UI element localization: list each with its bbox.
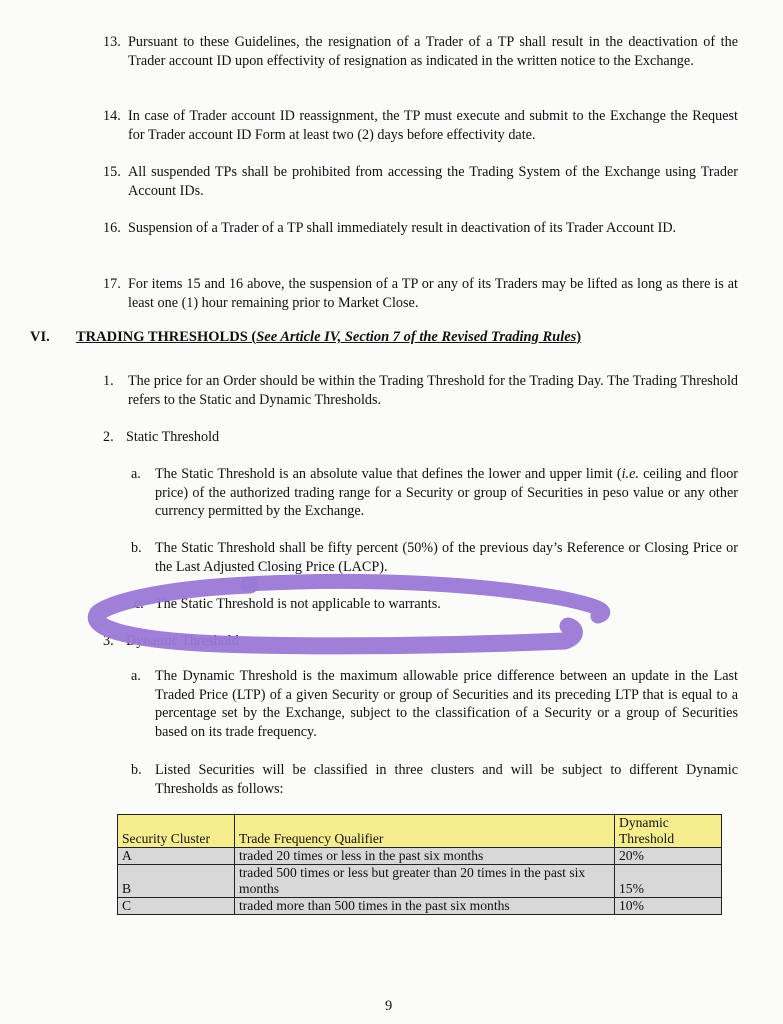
item-3a-letter: a. [131, 668, 141, 684]
threshold-cell: 20% [615, 848, 722, 865]
cluster-cell: A [118, 848, 235, 865]
item-2a-letter: a. [131, 466, 141, 482]
qualifier-cell: traded 20 times or less in the past six months [235, 848, 615, 865]
item-16-text: Suspension of a Trader of a TP shall immediately result in deactivation of its Trader Account ID. [128, 220, 677, 236]
table-row [118, 848, 722, 865]
header-dynamic-threshold: Dynamic Threshold [615, 815, 722, 848]
qualifier-cell: traded 500 times or less but greater than 20 times in the past six months [235, 865, 615, 898]
item-3b-letter: b. [131, 762, 142, 778]
item-1-text: The price for an Order should be within the Trading Threshold for the Trading Day. The Trading Threshold refers to the Static and Dynamic Thresholds. [128, 373, 738, 408]
item-15-number: 15. [103, 164, 121, 180]
item-15-text: All suspended TPs shall be prohibited from accessing the Trading System of the Exchange using Trader Account IDs. [128, 164, 738, 199]
section-title-close: ) [576, 329, 582, 345]
cluster-cell: C [118, 898, 235, 915]
item-14-text: In case of Trader account ID reassignment, the TP must execute and submit to the Exchange the Request for Trader account ID Form at least two (2) days before effectivity date. [128, 108, 738, 143]
qualifier-cell: traded more than 500 times in the past six months [235, 898, 615, 915]
item-13-text: Pursuant to these Guidelines, the resignation of a Trader of a TP shall result in the deactivation of the Trader account ID upon effectivity of resignation as indicated in the written notice to the Exchange. [128, 34, 738, 69]
table-row [118, 898, 722, 915]
threshold-cell: 15% [615, 865, 722, 898]
section-reference: See Article IV, Section 7 of the Revised Trading Rules [256, 329, 577, 345]
header-security-cluster: Security Cluster [118, 815, 235, 848]
item-2c-text: The Static Threshold is not applicable to warrants. [155, 596, 441, 612]
item-17-number: 17. [103, 276, 121, 292]
item-2a-text [155, 465, 738, 521]
section-title-text: TRADING THRESHOLDS ( [76, 329, 257, 345]
item-13-number: 13. [103, 34, 121, 50]
item-14-number: 14. [103, 108, 121, 124]
table-row [118, 865, 722, 898]
item-2b-text: The Static Threshold shall be fifty percent (50%) of the previous day’s Reference or Closing Price or the Last Adjusted Closing Price (LACP). [155, 540, 738, 575]
item-16-number: 16. [103, 220, 121, 236]
threshold-table [117, 814, 722, 915]
section-title [76, 329, 581, 346]
header-trade-frequency: Trade Frequency Qualifier [235, 815, 615, 848]
item-1-number: 1. [103, 373, 114, 389]
item-3b-text: Listed Securities will be classified in three clusters and will be subject to different Dynamic Thresholds as follows: [155, 762, 738, 797]
cluster-cell: B [118, 865, 235, 898]
page-number: 9 [385, 998, 393, 1014]
item-2a-text-after: ceiling and floor price) of the authorized trading range for a Security or group of Securities in peso value or any other currency permitted by the Exchange. [155, 466, 739, 520]
item-2a-emphasis: i.e. [621, 466, 639, 482]
item-2a-text-before: The Static Threshold is an absolute value that defines the lower and upper limit ( [155, 466, 622, 482]
item-3-number: 3. [103, 633, 114, 649]
item-3-text: Dynamic Threshold [126, 633, 239, 649]
item-2-text: Static Threshold [126, 429, 220, 445]
item-3a-text: The Dynamic Threshold is the maximum allowable price difference between an update in the Last Traded Price (LTP) of a given Security or group of Securities and its preceding LTP that is equal to a percentage set by the Exchange, subject to the classification of a Security or a group of Securities based on its trade frequency. [155, 668, 738, 740]
item-2b-letter: b. [131, 540, 142, 556]
table-header-row [118, 815, 722, 848]
threshold-cell: 10% [615, 898, 722, 915]
item-2c-letter: c. [134, 596, 144, 612]
item-17-text: For items 15 and 16 above, the suspension of a TP or any of its Traders may be lifted as long as there is at least one (1) hour remaining prior to Market Close. [128, 276, 738, 311]
item-2-number: 2. [103, 429, 114, 445]
section-number: VI. [30, 329, 50, 345]
